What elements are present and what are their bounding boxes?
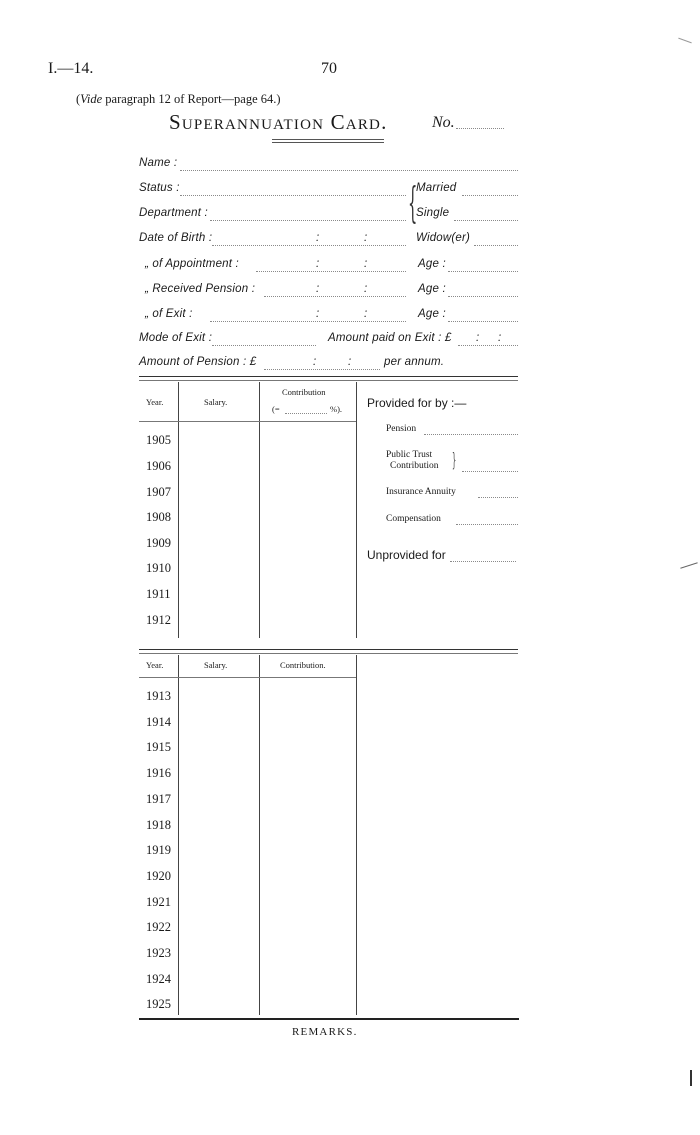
scan-mark-bottom xyxy=(690,1070,692,1086)
table2-header-rule xyxy=(139,677,356,678)
married-option: Married xyxy=(416,182,457,194)
provided-for-heading: Provided for by :— xyxy=(367,396,467,410)
table2-year-row: 1921 xyxy=(146,895,171,909)
scan-mark-mid xyxy=(680,562,697,569)
table2-year-row: 1924 xyxy=(146,972,171,986)
status-dots[interactable] xyxy=(180,195,406,196)
table2-year-row: 1918 xyxy=(146,818,171,832)
table2-divider-3 xyxy=(356,655,357,1015)
dob-colon-1: : xyxy=(316,232,320,244)
pension-colon-2: : xyxy=(364,283,368,295)
pension-amount-colon-1: : xyxy=(313,356,317,368)
table2-bottom-rule xyxy=(139,1018,519,1020)
table2-year-row: 1919 xyxy=(146,843,171,857)
table1-year-row: 1905 xyxy=(146,433,171,447)
name-dots[interactable] xyxy=(180,170,518,171)
table1-top-rule-1 xyxy=(139,376,518,377)
amount-of-pension-label: Amount of Pension : £ xyxy=(139,356,257,368)
table1-year-row: 1906 xyxy=(146,459,171,473)
table1-year-row: 1910 xyxy=(146,561,171,575)
vide-word: Vide xyxy=(80,92,103,106)
table2-year-row: 1922 xyxy=(146,920,171,934)
amount-paid-on-exit-label: Amount paid on Exit : £ xyxy=(328,332,452,344)
department-label: Department : xyxy=(139,207,208,219)
table1-col-contribution: Contribution xyxy=(282,387,326,397)
table2-year-row: 1913 xyxy=(146,689,171,703)
table2-divider-1 xyxy=(178,655,179,1015)
dob-dots[interactable] xyxy=(212,245,406,246)
date-of-birth-label: Date of Birth : xyxy=(139,232,213,244)
table1-year-row: 1912 xyxy=(146,613,171,627)
table1-contribution-sub-open: (= xyxy=(272,404,280,414)
widower-option: Widow(er) xyxy=(416,232,471,244)
table2-top-rule-2 xyxy=(139,653,518,654)
table2-year-row: 1914 xyxy=(146,715,171,729)
age-label-2: Age : xyxy=(418,283,446,295)
table1-top-rule-2 xyxy=(139,380,518,381)
provided-insurance-dots[interactable] xyxy=(478,497,518,498)
title-underline-1 xyxy=(272,139,384,140)
page-number: 70 xyxy=(321,60,337,77)
table1-year-row: 1907 xyxy=(146,485,171,499)
age-dots-1[interactable] xyxy=(448,271,518,272)
provided-pension-label: Pension xyxy=(386,424,417,434)
card-title: Superannuation Card. xyxy=(169,110,388,134)
provided-compensation-label: Compensation xyxy=(386,514,441,524)
provided-compensation-dots[interactable] xyxy=(456,524,518,525)
age-dots-2[interactable] xyxy=(448,296,518,297)
title-underline-2 xyxy=(272,142,384,143)
table1-col-year: Year. xyxy=(146,397,164,407)
appointment-label: „ of Appointment : xyxy=(145,258,239,270)
exit-dots[interactable] xyxy=(210,321,406,322)
amount-paid-colon-1: : xyxy=(476,332,480,344)
table2-year-row: 1915 xyxy=(146,740,171,754)
status-label: Status : xyxy=(139,182,180,194)
table2-col-year: Year. xyxy=(146,660,164,670)
table1-contribution-sub-close: %). xyxy=(330,404,343,414)
exit-colon-2: : xyxy=(364,308,368,320)
page-reference: I.—14. xyxy=(48,60,94,77)
age-label-3: Age : xyxy=(418,308,446,320)
widower-dots[interactable] xyxy=(474,245,518,246)
provided-public-trust-dots[interactable] xyxy=(462,471,518,472)
table2-year-row: 1920 xyxy=(146,869,171,883)
received-pension-label: „ Received Pension : xyxy=(145,283,256,295)
per-annum-label: per annum. xyxy=(384,356,445,368)
table2-year-row: 1917 xyxy=(146,792,171,806)
amount-of-pension-dots[interactable] xyxy=(264,369,380,370)
public-trust-brace: } xyxy=(452,449,457,471)
table2-year-row: 1925 xyxy=(146,997,171,1011)
provided-contribution-label: Contribution xyxy=(390,461,439,471)
table2-top-rule-1 xyxy=(139,649,518,650)
amount-paid-colon-2: : xyxy=(498,332,502,344)
vide-open: ( xyxy=(76,92,81,106)
table2-divider-2 xyxy=(259,655,260,1015)
remarks-heading: REMARKS. xyxy=(292,1026,358,1038)
card-number-dots xyxy=(456,128,504,129)
vide-note xyxy=(76,92,281,107)
table2-year-row: 1923 xyxy=(146,946,171,960)
table1-divider-3 xyxy=(356,382,357,638)
age-label-1: Age : xyxy=(418,258,446,270)
status-brace: { xyxy=(408,178,418,227)
table2-year-row: 1916 xyxy=(146,766,171,780)
table1-year-row: 1908 xyxy=(146,510,171,524)
mode-of-exit-label: Mode of Exit : xyxy=(139,332,213,344)
dob-colon-2: : xyxy=(364,232,368,244)
appointment-colon-1: : xyxy=(316,258,320,270)
married-dots[interactable] xyxy=(462,195,518,196)
scan-mark-top xyxy=(678,38,691,44)
unprovided-for-dots[interactable] xyxy=(450,561,516,562)
vide-rest: paragraph 12 of Report—page 64.) xyxy=(102,92,281,106)
table1-year-row: 1911 xyxy=(146,587,171,601)
provided-insurance-label: Insurance Annuity xyxy=(386,487,456,497)
unprovided-for-label: Unprovided for xyxy=(367,548,446,562)
table2-col-contribution: Contribution. xyxy=(280,660,326,670)
single-dots[interactable] xyxy=(454,220,518,221)
provided-pension-dots[interactable] xyxy=(424,434,518,435)
pension-amount-colon-2: : xyxy=(348,356,352,368)
age-dots-3[interactable] xyxy=(448,321,518,322)
department-dots[interactable] xyxy=(210,220,406,221)
amount-paid-dots[interactable] xyxy=(458,345,518,346)
single-option: Single xyxy=(416,207,450,219)
table1-header-rule xyxy=(139,421,356,422)
mode-of-exit-dots[interactable] xyxy=(212,345,316,346)
card-number-label: No. xyxy=(432,114,455,131)
table1-col-salary: Salary. xyxy=(204,397,228,407)
provided-public-trust-label: Public Trust xyxy=(386,450,433,460)
appointment-colon-2: : xyxy=(364,258,368,270)
exit-label: „ of Exit : xyxy=(145,308,193,320)
table1-year-row: 1909 xyxy=(146,536,171,550)
received-pension-dots[interactable] xyxy=(264,296,406,297)
name-label: Name : xyxy=(139,157,178,169)
pension-colon-1: : xyxy=(316,283,320,295)
table1-percent-dots[interactable] xyxy=(285,413,327,414)
table2-col-salary: Salary. xyxy=(204,660,228,670)
exit-colon-1: : xyxy=(316,308,320,320)
appointment-dots[interactable] xyxy=(256,271,406,272)
